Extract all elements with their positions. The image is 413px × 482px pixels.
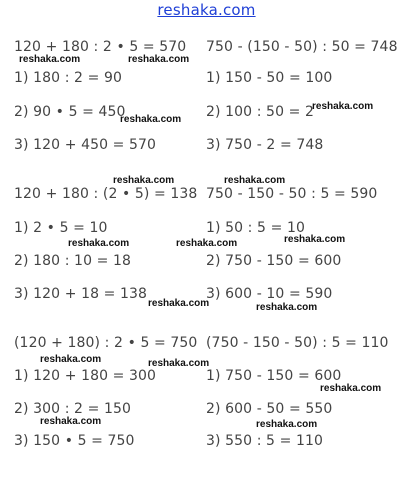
site-header-link[interactable]: reshaka.com xyxy=(157,1,256,19)
block1-left-step-1: 1) 180 : 2 = 90 xyxy=(14,70,123,86)
watermark: reshaka.com xyxy=(68,238,130,249)
block2-right-step-2: 2) 750 - 150 = 600 xyxy=(206,253,342,269)
watermark: reshaka.com xyxy=(176,238,238,249)
block3-right-expression: (750 - 150 - 50) : 5 = 110 xyxy=(206,335,389,351)
block2-right-step-3: 3) 600 - 10 = 590 xyxy=(206,286,333,302)
watermark: reshaka.com xyxy=(256,419,318,430)
watermark: reshaka.com xyxy=(256,302,318,313)
block3-right-step-2: 2) 600 - 50 = 550 xyxy=(206,401,333,417)
watermark: reshaka.com xyxy=(113,175,175,186)
watermark: reshaka.com xyxy=(320,383,382,394)
block2-left-step-1: 1) 2 • 5 = 10 xyxy=(14,220,108,236)
watermark: reshaka.com xyxy=(120,114,182,125)
watermark: reshaka.com xyxy=(19,54,81,65)
block1-right-expression: 750 - (150 - 50) : 50 = 748 xyxy=(206,39,398,55)
watermark: reshaka.com xyxy=(148,298,210,309)
block2-right-expression: 750 - 150 - 50 : 5 = 590 xyxy=(206,186,378,202)
watermark: reshaka.com xyxy=(40,354,102,365)
watermark: reshaka.com xyxy=(148,358,210,369)
block1-left-step-2: 2) 90 • 5 = 450 xyxy=(14,104,126,120)
block3-left-step-1: 1) 120 + 180 = 300 xyxy=(14,368,157,384)
block3-right-step-3: 3) 550 : 5 = 110 xyxy=(206,433,324,449)
watermark: reshaka.com xyxy=(128,54,190,65)
block1-left-expression: 120 + 180 : 2 • 5 = 570 xyxy=(14,39,187,55)
watermark: reshaka.com xyxy=(224,175,286,186)
watermark: reshaka.com xyxy=(40,416,102,427)
block2-left-step-3: 3) 120 + 18 = 138 xyxy=(14,286,148,302)
block1-left-step-3: 3) 120 + 450 = 570 xyxy=(14,137,157,153)
block1-right-step-2: 2) 100 : 50 = 2 xyxy=(206,104,315,120)
block2-left-expression: 120 + 180 : (2 • 5) = 138 xyxy=(14,186,198,202)
block3-left-expression: (120 + 180) : 2 • 5 = 750 xyxy=(14,335,198,351)
block2-left-step-2: 2) 180 : 10 = 18 xyxy=(14,253,132,269)
block3-left-step-3: 3) 150 • 5 = 750 xyxy=(14,433,135,449)
watermark: reshaka.com xyxy=(284,234,346,245)
watermark: reshaka.com xyxy=(312,101,374,112)
block1-right-step-1: 1) 150 - 50 = 100 xyxy=(206,70,333,86)
block3-right-step-1: 1) 750 - 150 = 600 xyxy=(206,368,342,384)
block2-right-step-1: 1) 50 : 5 = 10 xyxy=(206,220,306,236)
block3-left-step-2: 2) 300 : 2 = 150 xyxy=(14,401,132,417)
block1-right-step-3: 3) 750 - 2 = 748 xyxy=(206,137,324,153)
